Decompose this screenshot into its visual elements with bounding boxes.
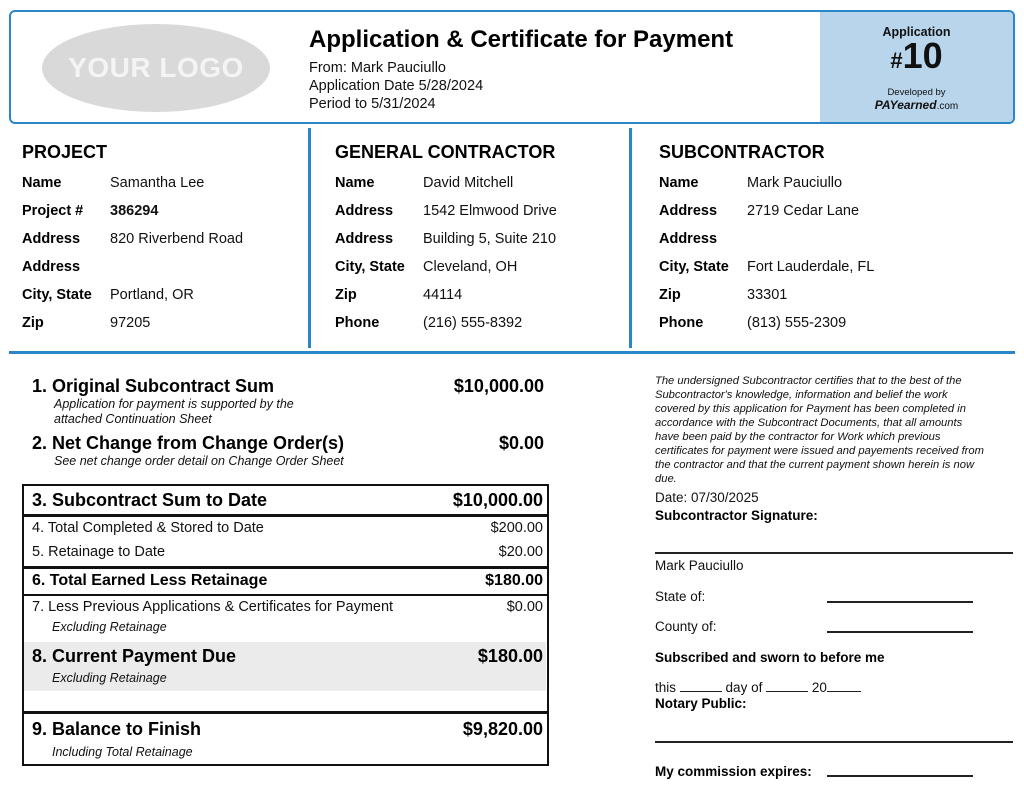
- total-earned-less-retainage: [24, 572, 547, 590]
- field-value: (216) 555-8392: [423, 315, 523, 331]
- company-logo: [42, 24, 270, 112]
- project-section: [22, 142, 243, 343]
- line-label: 9. Balance to Finish: [32, 719, 202, 739]
- county-field[interactable]: [827, 631, 973, 633]
- brand-domain: .com: [936, 101, 959, 112]
- field-label: Name: [659, 175, 699, 191]
- line-label: 3. Subcontract Sum to Date: [32, 490, 268, 510]
- notary-signature-line[interactable]: [655, 741, 1013, 743]
- subcontractor-heading: SUBCONTRACTOR: [659, 142, 825, 162]
- subcontractor-section: [659, 142, 874, 343]
- line-label: 1. Original Subcontract Sum: [32, 376, 275, 396]
- certification-text: The undersigned Subcontractor certifies that to the best of the Subcontractor's knowledge, information and belief the work covered by this application for Payment has been completed in accordance with the Subcontract Documents, that all amounts have been paid by the contractor for Work which previous certificates for payment were issued and payements received from the contractor and that the current payment shown herein is now due.: [655, 375, 984, 485]
- line-label: 7. Less Previous Applications & Certificates for Payment: [32, 599, 394, 615]
- state-label: State of:: [655, 589, 706, 604]
- period-to: Period to 5/31/2024: [309, 96, 436, 112]
- field-value: Mark Pauciullo: [747, 175, 843, 191]
- line-value: $9,820.00: [462, 719, 543, 739]
- general-contractor-heading: GENERAL CONTRACTOR: [335, 142, 556, 162]
- year-prefix: 20: [811, 680, 827, 695]
- logo-text: YOUR LOGO: [68, 52, 244, 83]
- payment-summary-box: [22, 484, 549, 766]
- field-value: 1542 Elmwood Drive: [423, 203, 557, 219]
- sub-row: [659, 175, 874, 203]
- line-label: 8. Current Payment Due: [32, 646, 237, 666]
- field-label: Phone: [659, 315, 704, 331]
- county-label: County of:: [655, 619, 717, 634]
- field-label: City, State: [659, 259, 729, 275]
- sub-row: [659, 203, 874, 231]
- gc-row: [335, 231, 557, 259]
- line-note: attached Continuation Sheet: [54, 412, 212, 426]
- application-label: Application: [882, 25, 951, 39]
- field-value: 97205: [110, 315, 151, 331]
- line-label: 5. Retainage to Date: [32, 544, 166, 560]
- field-value: 44114: [423, 287, 463, 303]
- line-note: Including Total Retainage: [52, 745, 193, 759]
- application-number-value: 10: [902, 35, 943, 76]
- line-value: $0.00: [506, 599, 543, 615]
- line-note: Excluding Retainage: [52, 671, 167, 685]
- application-number: [820, 35, 1013, 81]
- project-row: [22, 287, 243, 315]
- application-date: Application Date 5/28/2024: [309, 78, 484, 94]
- balance-to-finish: [24, 719, 547, 759]
- field-label: Address: [335, 231, 394, 247]
- project-row: [22, 203, 243, 231]
- field-value: (813) 555-2309: [747, 315, 847, 331]
- field-label: Phone: [335, 315, 380, 331]
- brand-name: PAYearned: [874, 98, 937, 112]
- state-field[interactable]: [827, 601, 973, 603]
- field-label: Zip: [335, 287, 357, 303]
- line-label: 4. Total Completed & Stored to Date: [32, 520, 264, 536]
- column-divider: [308, 128, 311, 348]
- hash-symbol: #: [890, 48, 903, 73]
- row-divider: [24, 594, 547, 596]
- field-label: City, State: [335, 259, 405, 275]
- developed-by-label: Developed by: [887, 87, 946, 98]
- line-value: $0.00: [498, 433, 544, 453]
- line-value: $180.00: [485, 572, 543, 589]
- section-divider: [9, 351, 1015, 354]
- sub-row: [659, 259, 874, 287]
- line-note: Excluding Retainage: [52, 620, 167, 634]
- line-label: 2. Net Change from Change Order(s): [32, 433, 345, 453]
- application-number-box: [820, 12, 1013, 122]
- field-label: Zip: [659, 287, 681, 303]
- field-value: Samantha Lee: [110, 175, 205, 191]
- gc-row: [335, 287, 557, 315]
- field-value: 2719 Cedar Lane: [747, 203, 860, 219]
- field-label: Address: [22, 231, 81, 247]
- document-title: Application & Certificate for Payment: [309, 26, 734, 53]
- gc-row: [335, 203, 557, 231]
- project-row: [22, 231, 243, 259]
- field-value: 33301: [747, 287, 788, 303]
- row-divider: [24, 711, 547, 714]
- this-label: this: [655, 680, 677, 695]
- field-value: 820 Riverbend Road: [110, 231, 244, 247]
- brand-link[interactable]: [820, 98, 1013, 112]
- sub-row: [659, 315, 874, 343]
- document-header: [9, 10, 1015, 124]
- signature-label: Subcontractor Signature:: [655, 508, 818, 523]
- line-value: $10,000.00: [452, 490, 543, 510]
- field-value: Portland, OR: [110, 287, 194, 303]
- title-block: [309, 26, 733, 113]
- field-value: Fort Lauderdale, FL: [747, 259, 875, 275]
- net-change-orders: [32, 433, 544, 469]
- retainage-to-date: [24, 544, 547, 560]
- line-value: $10,000.00: [453, 376, 544, 396]
- project-row: [22, 315, 243, 343]
- field-label: Project #: [22, 203, 84, 219]
- field-value: Cleveland, OH: [423, 259, 518, 275]
- certification-date: Date: 07/30/2025: [655, 490, 759, 505]
- project-number: 386294: [110, 203, 159, 219]
- from-line: From: Mark Pauciullo: [309, 60, 446, 76]
- total-completed-stored: [24, 520, 547, 536]
- field-label: Name: [22, 175, 62, 191]
- commission-expiry-field[interactable]: [827, 775, 973, 777]
- gc-row: [335, 315, 557, 343]
- field-value: Building 5, Suite 210: [423, 231, 557, 247]
- line-note: See net change order detail on Change Order Sheet: [54, 454, 344, 468]
- field-value: David Mitchell: [423, 175, 514, 191]
- sworn-date-line: [655, 680, 861, 695]
- field-label: City, State: [22, 287, 92, 303]
- notary-label: Notary Public:: [655, 696, 747, 711]
- project-heading: PROJECT: [22, 142, 108, 162]
- day-field[interactable]: [680, 680, 722, 692]
- line-value: $20.00: [498, 544, 543, 560]
- general-contractor-section: [335, 142, 557, 343]
- commission-label: My commission expires:: [655, 764, 812, 779]
- year-field[interactable]: [827, 680, 861, 692]
- field-label: Address: [659, 203, 718, 219]
- gc-row: [335, 259, 557, 287]
- line-value: $180.00: [477, 646, 543, 666]
- less-previous-applications: [24, 599, 547, 634]
- line-note: Application for payment is supported by the: [54, 397, 294, 411]
- subcontract-sum-to-date: [24, 490, 547, 511]
- signer-name: Mark Pauciullo: [655, 558, 744, 573]
- month-field[interactable]: [766, 680, 808, 692]
- sworn-label: Subscribed and sworn to before me: [655, 650, 885, 665]
- line-value: $200.00: [490, 520, 543, 536]
- row-divider: [24, 566, 547, 569]
- project-row: [22, 259, 243, 287]
- day-of-label: day of: [725, 680, 763, 695]
- column-divider: [629, 128, 632, 348]
- sub-row: [659, 231, 874, 259]
- row-divider: [24, 514, 547, 517]
- line-label: 6. Total Earned Less Retainage: [32, 572, 268, 589]
- signature-line[interactable]: [655, 552, 1013, 554]
- field-label: Address: [659, 231, 718, 247]
- field-label: Address: [22, 259, 81, 275]
- field-label: Zip: [22, 315, 44, 331]
- field-label: Name: [335, 175, 375, 191]
- current-payment-due: [24, 646, 547, 685]
- project-row: [22, 175, 243, 203]
- sub-row: [659, 287, 874, 315]
- gc-row: [335, 175, 557, 203]
- original-subcontract-sum: [32, 376, 544, 427]
- field-label: Address: [335, 203, 394, 219]
